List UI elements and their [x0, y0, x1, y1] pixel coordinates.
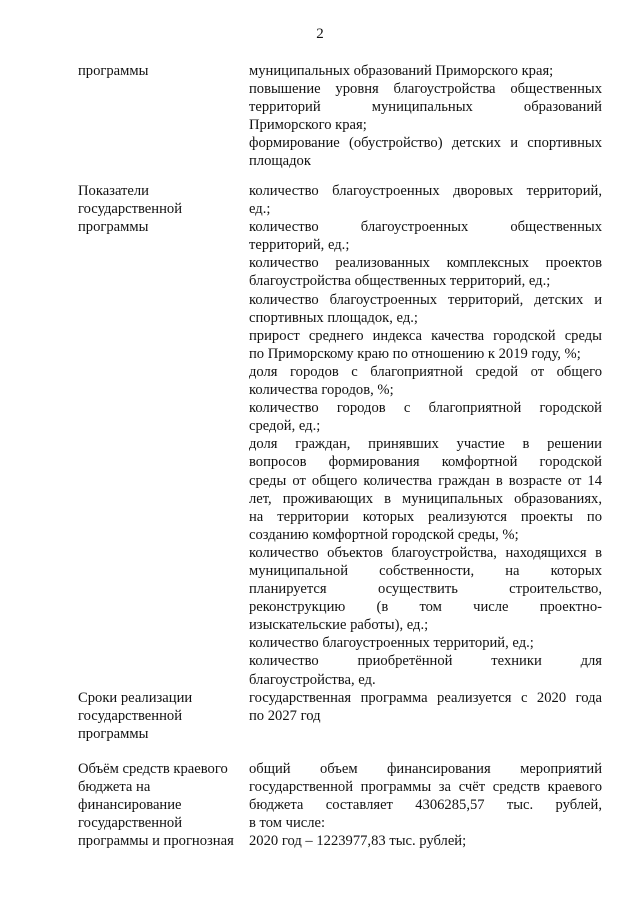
content-line: площадок: [249, 153, 311, 170]
row-label: программы: [78, 63, 149, 79]
content-line: ед.;: [249, 201, 271, 218]
row-content: [249, 760, 602, 850]
content-line: количество благоустроенных территорий, детских и: [249, 291, 602, 308]
content-line: лет, проживающих в муниципальных образованиях,: [249, 490, 602, 507]
content-line: количество благоустроенных общественных: [249, 219, 602, 236]
row-content: [249, 182, 602, 689]
content-line: территорий, ед.;: [249, 237, 350, 254]
content-line: Приморского края;: [249, 117, 367, 134]
content-line: по Приморскому краю по отношению к 2019 году, %;: [249, 345, 581, 362]
passport-row-indicators: [78, 182, 602, 692]
content-line: муниципальных образований Приморского края;: [249, 63, 554, 79]
content-line: повышение уровня благоустройства общественных: [249, 81, 602, 98]
content-line: в том числе:: [249, 815, 326, 832]
content-line: количество приобретённой техники для: [249, 653, 602, 670]
content-line: благоустройства общественных территорий, ед.;: [249, 273, 551, 290]
content-line: бюджета составляет 4306285,57 тыс. рублей,: [249, 797, 602, 814]
content-line: планируется осуществить строительство,: [249, 581, 602, 598]
content-line: реконструкцию (в том числе проектно-: [249, 599, 602, 616]
content-line: по 2027 год: [249, 708, 321, 725]
content-line: государственной программы за счёт средств краевого: [249, 779, 602, 796]
row-label: Показатели государственной программы: [78, 183, 183, 236]
content-line: 2020 год – 1223977,83 тыс. рублей;: [249, 833, 467, 850]
row-content: [249, 689, 602, 725]
content-line: количество городов с благоприятной городской: [249, 400, 602, 417]
content-line: изыскательские работы), ед.;: [249, 617, 429, 634]
content-line: вопросов формирования комфортной городской: [249, 454, 602, 471]
passport-row-funding: [78, 760, 602, 855]
passport-row-timeframe: [78, 689, 602, 745]
content-line: созданию комфортной городской среды, %;: [249, 526, 519, 543]
content-line: государственная программа реализуется с 2020 года: [249, 690, 602, 706]
row-label: Сроки реализации государственной программы: [78, 690, 193, 743]
content-line: спортивных площадок, ед.;: [249, 309, 418, 326]
content-line: средой, ед.;: [249, 418, 321, 435]
content-line: формирование (обустройство) детских и спортивных: [249, 135, 602, 152]
content-line: количества городов, %;: [249, 382, 394, 399]
content-line: муниципальной собственности, на которых: [249, 562, 602, 579]
content-line: общий объем финансирования мероприятий: [249, 761, 602, 777]
row-content: [249, 62, 602, 171]
passport-row-goals: [78, 62, 602, 172]
content-line: доля граждан, принявших участие в решении: [249, 436, 602, 453]
content-line: количество объектов благоустройства, находящихся в: [249, 544, 602, 561]
content-line: количество благоустроенных территорий, ед.;: [249, 635, 534, 652]
content-line: территорий муниципальных образований: [249, 99, 602, 116]
content-line: доля городов с благоприятной средой от общего: [249, 363, 602, 380]
content-line: среды от общего количества граждан в возрасте от 14: [249, 472, 602, 489]
content-line: количество реализованных комплексных проектов: [249, 255, 602, 272]
content-line: на территории которых реализуются проекты по: [249, 508, 602, 525]
content-line: благоустройства, ед.: [249, 671, 376, 688]
page-number: 2: [316, 26, 324, 42]
content-line: прирост среднего индекса качества городской среды: [249, 327, 602, 344]
row-label: Объём средств краевого бюджета на финансирование государственной программы и прогнозная: [78, 761, 234, 850]
content-line: количество благоустроенных дворовых территорий,: [249, 183, 602, 199]
